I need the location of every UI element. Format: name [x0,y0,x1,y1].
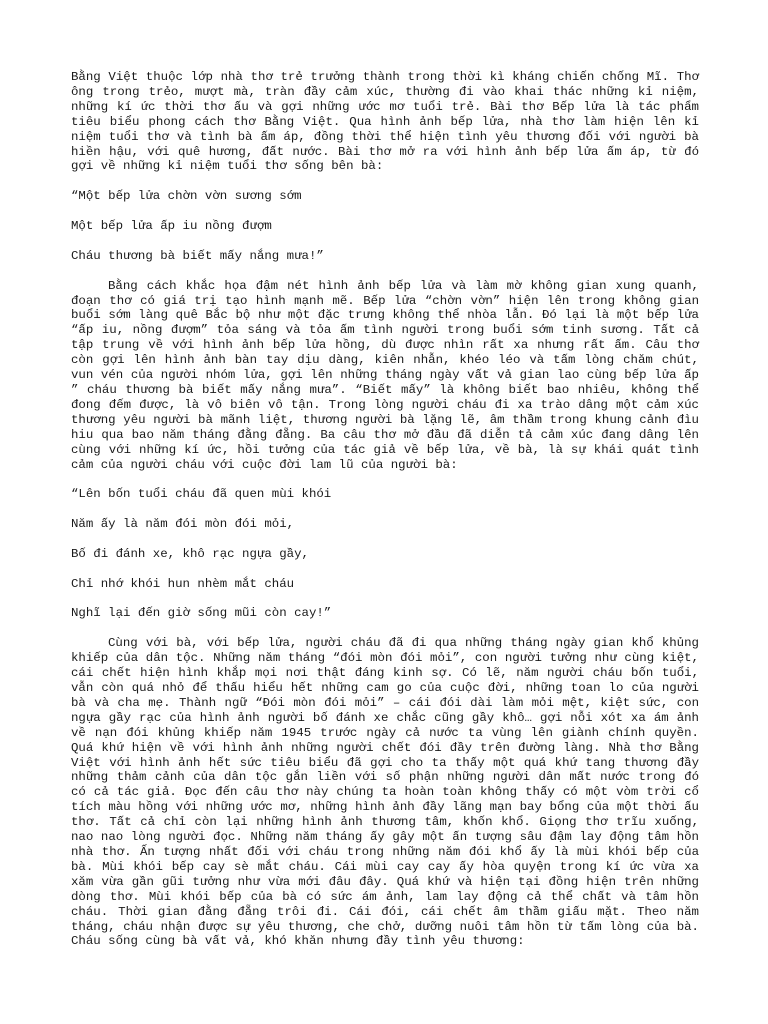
verse-line: Nghĩ lại đến giờ sống mũi còn cay!” [71,606,332,621]
verse-line: Bố đi đánh xe, khô rạc ngựa gầy, [71,546,309,561]
analysis-paragraph: Cùng với bà, với bếp lửa, người cháu đã đi qua những tháng ngày gian khổ khủng khiếp của dân tộc. Những năm tháng “đói mòn đói mỏi”, con người tưởng như cùng kiệt, cái chết hiện hình khắp mọi nơi thật đáng kinh sợ. Có lẽ, năm người cháu bốn tuổi, vẫn còn quá nhỏ để thấu hiểu hết những cam go của cuộc đời, những toan lo của người bà và cha mẹ. Thành ngữ “Đói mòn đói mỏi” – cái đói dài làm mỏi mệt, kiệt sức, con ngựa gầy rạc của hình ảnh người bố đánh xe chắc cũng gầy khô… gợi nỗi xót xa ám ảnh về nạn đói khủng khiếp năm 1945 trước ngày cả nước ta vùng lên giành chính quyền. Quá khứ hiện về với hình ảnh những người chết đói đầy trên đường làng. Nhà thơ Bằng Việt với hình ảnh hết sức tiêu biểu đã gợi cho ta thấy một quá khứ tang thương đầy những thảm cảnh của dân tộc gắn liền với số phận những người dân mất nước trong đó có cả tác giả. Đọc đến câu thơ này chúng ta hoàn toàn không thấy có một vòm trời cổ tích màu hồng với những ước mơ, những hình ảnh đầy lãng mạn bay bổng của một thời ấu thơ. Tất cả chỉ còn lại những hình ảnh thương tâm, khốn khổ. Giọng thơ trĩu xuống, nao nao lòng người đọc. Những năm tháng ấy gây một ấn tượng sâu đậm lay động tâm hồn nhà thơ. Ấn tượng nhất đối với cháu trong những năm đói khổ ấy là mùi khói bếp của bà. Mùi khói bếp cay sè mắt cháu. Cái mùi cay cay ấy hòa quyện trong kí ức vừa xa xăm vừa gần gũi tưởng như vừa mới đâu đây. Quá khứ và hiện tại đồng hiện trên những dòng thơ. Mùi khói bếp của bà có sức ám ảnh, lam lay động cả thể chất và tâm hồn cháu. Thời gian đằng đẵng trôi đi. Cái đói, cái chết âm thầm giấu mặt. Theo năm tháng, cháu nhận được sự yêu thương, che chở, dưỡng nuôi tâm hồn từ tấm lòng của bà. Cháu sống cùng bà vất vả, khó khăn nhưng đầy tình yêu thương: [71,636,699,949]
verse-line: Một bếp lửa ấp iu nồng đượm [71,219,272,234]
verse-line: “Một bếp lửa chờn vờn sương sớm [71,189,302,204]
verse-line: Năm ấy là năm đói mòn đói mỏi, [71,517,295,532]
document-page [71,70,699,964]
verse-line: Chỉ nhớ khói hun nhèm mắt cháu [71,576,295,591]
intro-paragraph: Bằng Việt thuộc lớp nhà thơ trẻ trưởng thành trong thời kì kháng chiến chống Mĩ. Thơ ông trong trẻo, mượt mà, tràn đầy cảm xúc, thường đi vào khai thác những kỉ niệm, những kí ức thời thơ ấu và gợi những ước mơ tuổi trẻ. Bài thơ Bếp lửa là tác phẩm tiêu biểu phong cách thơ Bằng Việt. Qua hình ảnh bếp lửa, nhà thơ làm hiện lên kỉ niệm tuổi thơ và tình bà ấm áp, đồng thời thể hiện tình yêu thương đối với người bà hiền hậu, với quê hương, đất nước. Bài thơ mở ra với hình ảnh bếp lửa ấm áp, từ đó gợi về những kỉ niệm tuổi thơ sống bên bà: [71,70,699,174]
verse-line: “Lên bốn tuổi cháu đã quen mùi khói [71,487,332,502]
analysis-paragraph: Bằng cách khắc họa đậm nét hình ảnh bếp lửa và làm mờ không gian xung quanh, đoạn thơ có giá trị tạo hình mạnh mẽ. Bếp lửa “chờn vờn” hiện lên trong không gian buổi sớm làng quê Bắc bộ như một đặc trưng không thể nhòa lẫn. Đó lại là một bếp lửa “ấp iu, nồng đượm” tỏa sáng và tỏa ấm tình người trong buổi sớm tinh sương. Tất cả tập trung về với hình ảnh bếp lửa hồng, dù được nhìn rất xa nhưng rất ấm. Câu thơ còn gợi lên hình ảnh bàn tay dịu dàng, kiên nhẫn, khéo léo và tấm lòng chăm chút, vun vén của người nhóm lửa, gợi lên những tháng ngày vất vả gian lao cùng bếp lửa ấp ” cháu thương bà biết mấy nắng mưa”. “Biết mấy” là không biết bao nhiêu, không thể đong đếm được, là vô biên vô tận. Trong lòng người cháu đi xa trào dâng một cảm xúc thương yêu người bà mãnh liệt, thương người bà lặng lẽ, âm thầm trong khung cảnh đìu hiu qua bao năm tháng đằng đẵng. Ba câu thơ mở đầu đã diễn tả cảm xúc đang dâng lên cùng với những kí ức, hồi tưởng của tác giả về bếp lửa, về bà, là sự khái quát tình cảm của người cháu với cuộc đời lam lũ của người bà: [71,278,699,472]
verse-line: Cháu thương bà biết mấy nắng mưa!” [71,248,324,263]
